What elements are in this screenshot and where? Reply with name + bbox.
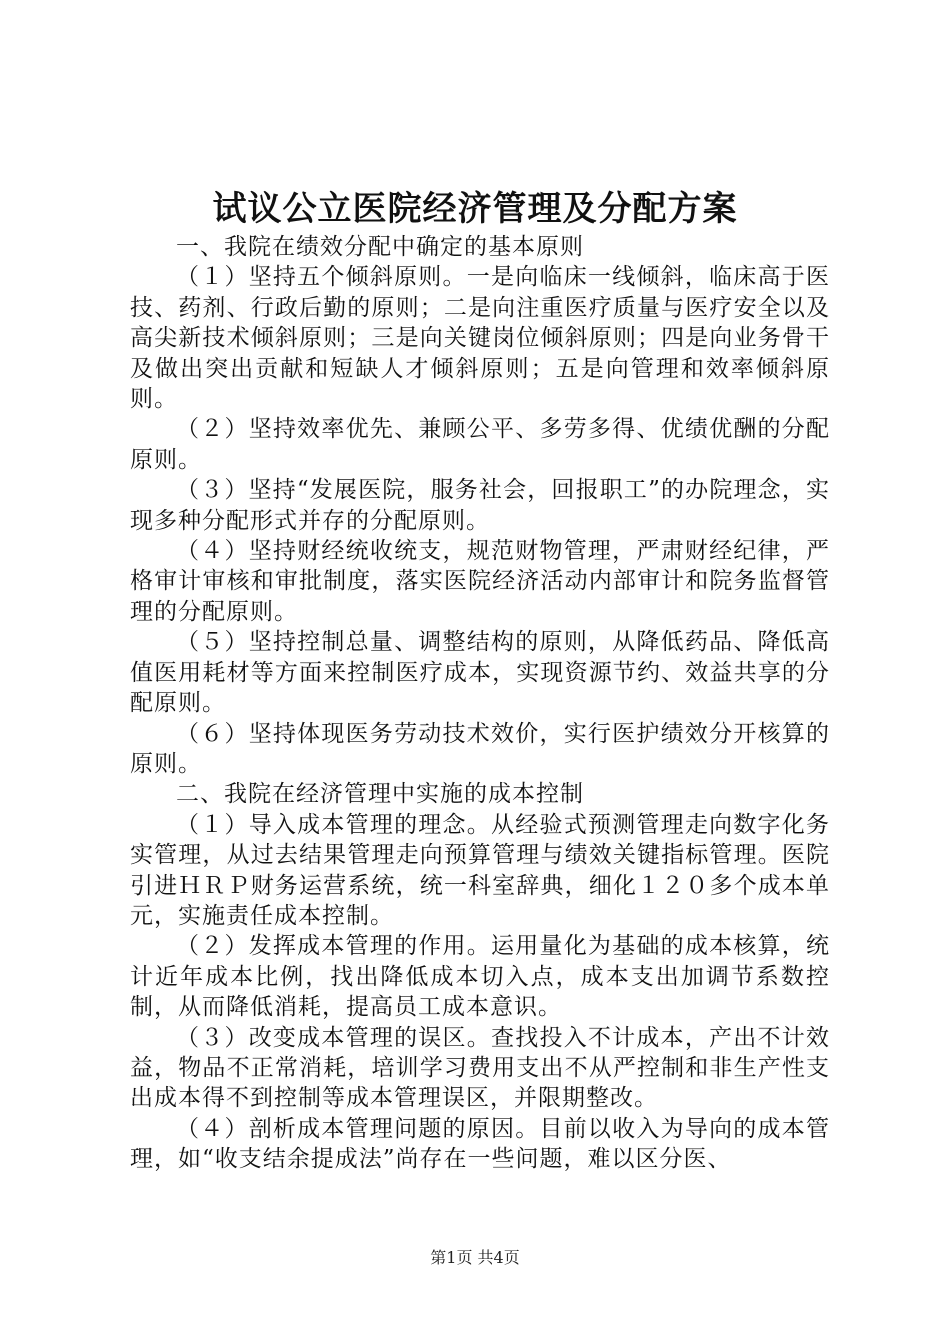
paragraph: （４）剖析成本管理问题的原因。目前以收入为导向的成本管理，如“收支结余提成法”尚存在一些问题，难以区分医、	[130, 1115, 830, 1173]
document-body	[130, 232, 830, 1175]
paragraph: （２）发挥成本管理的作用。运用量化为基础的成本核算，统计近年成本比例，找出降低成本切入点，成本支出加调节系数控制，从而降低消耗，提高员工成本意识。	[130, 933, 830, 1021]
paragraph: （３）坚持“发展医院，服务社会，回报职工”的办院理念，实现多种分配形式并存的分配原则。	[130, 477, 830, 534]
page-footer: 第1页 共4页	[430, 1248, 520, 1267]
paragraph: （２）坚持效率优先、兼顾公平、多劳多得、优绩优酬的分配原则。	[130, 416, 830, 473]
paragraph: （４）坚持财经统收统支，规范财物管理，严肃财经纪律，严格审计审核和审批制度，落实医院经济活动内部审计和院务监督管理的分配原则。	[130, 538, 830, 625]
section-heading-2: 二、我院在经济管理中实施的成本控制	[176, 781, 584, 808]
paragraph: （１）导入成本管理的理念。从经验式预测管理走向数字化务实管理，从过去结果管理走向预算管理与绩效关键指标管理。医院引进ＨＲＰ财务运营系统，统一科室辞典，细化１２０多个成本单元，实施责任成本控制。	[130, 811, 830, 929]
paragraph: （３）改变成本管理的误区。查找投入不计成本，产出不计效益，物品不正常消耗，培训学习费用支出不从严控制和非生产性支出成本得不到控制等成本管理误区，并限期整改。	[130, 1024, 830, 1112]
section-heading-1: 一、我院在绩效分配中确定的基本原则	[176, 234, 584, 260]
paragraph: （１）坚持五个倾斜原则。一是向临床一线倾斜，临床高于医技、药剂、行政后勤的原则；二是向注重医疗质量与医疗安全以及高尖新技术倾斜原则；三是向关键岗位倾斜原则；四是向业务骨干及做出突出贡献和短缺人才倾斜原则；五是向管理和效率倾斜原则。	[130, 264, 830, 413]
paragraph: （５）坚持控制总量、调整结构的原则，从降低药品、降低高值医用耗材等方面来控制医疗成本，实现资源节约、效益共享的分配原则。	[130, 629, 830, 717]
paragraph: （６）坚持体现医务劳动技术效价，实行医护绩效分开核算的原则。	[130, 720, 830, 777]
document-title: 试议公立医院经济管理及分配方案	[212, 189, 738, 229]
